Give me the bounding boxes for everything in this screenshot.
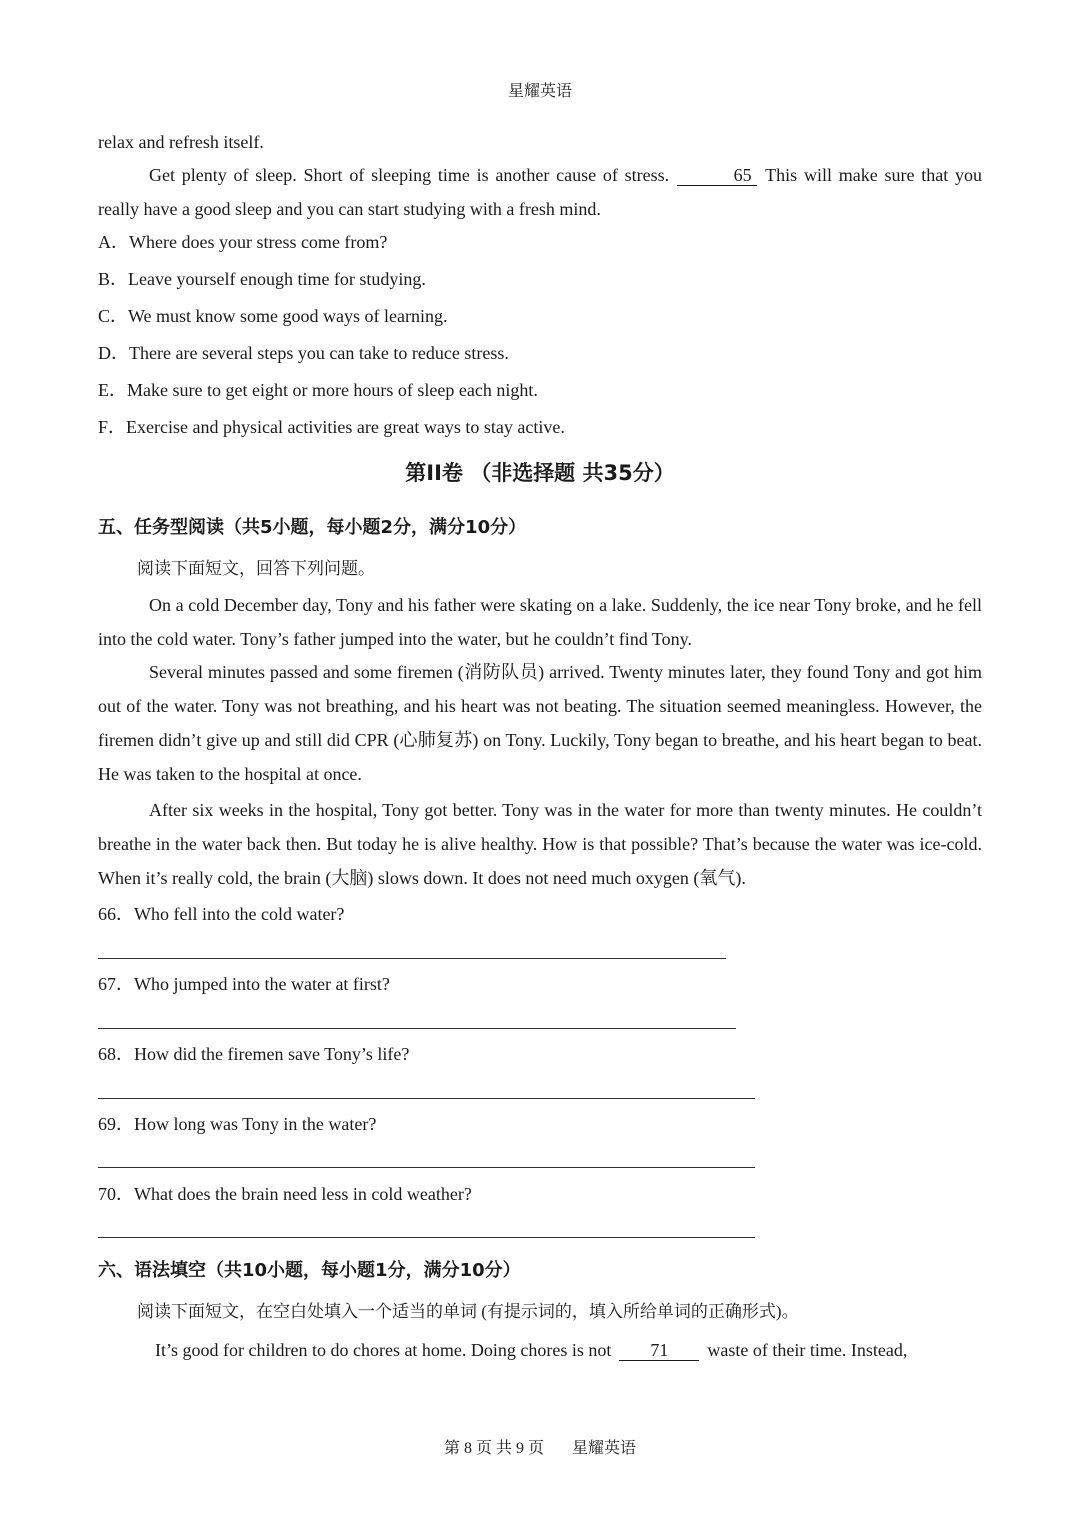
grammar-first-line: [155, 1338, 907, 1362]
section5-heading: 五、任务型阅读（共5小题，每小题2分，满分10分）: [98, 517, 527, 538]
sleep-text-before: Get plenty of sleep. Short of sleeping time is another cause of stress.: [149, 165, 670, 185]
story-paragraph-1: On a cold December day, Tony and his father were skating on a lake. Suddenly, the ice near Tony broke, and he fell into the cold water. Tony’s father jumped into the water, but he couldn’t find Tony.: [98, 595, 982, 649]
question-68: 68．How did the firemen save Tony’s life?: [98, 1044, 410, 1064]
option-b: B．Leave yourself enough time for studying.: [98, 269, 426, 289]
option-f: F．Exercise and physical activities are great ways to stay active.: [98, 417, 565, 437]
question-69: 69．How long was Tony in the water?: [98, 1114, 377, 1134]
question-66: 66．Who fell into the cold water?: [98, 904, 345, 924]
sleep-text-after: This will make sure that you really have a good sleep and you can start studying with a fresh mind.: [98, 165, 982, 219]
answer-line-70[interactable]: [98, 1237, 755, 1238]
grammar-text-before: It’s good for children to do chores at home. Doing chores is not: [155, 1340, 612, 1360]
page-footer: [0, 1435, 1080, 1458]
section6-heading: 六、语法填空（共10小题，每小题1分，满分10分）: [98, 1260, 521, 1281]
sleep-paragraph: [98, 158, 982, 226]
part2-title: 第II卷 （非选择题 共35分）: [405, 461, 675, 485]
section6-instruction: 阅读下面短文，在空白处填入一个适当的单词 (有提示词的，填入所给单词的正确形式)。: [137, 1302, 799, 1321]
question-70: 70．What does the brain need less in cold weather?: [98, 1184, 472, 1204]
option-e: E．Make sure to get eight or more hours of sleep each night.: [98, 380, 538, 400]
question-67: 67．Who jumped into the water at first?: [98, 974, 390, 994]
answer-line-67[interactable]: [98, 1028, 736, 1029]
answer-line-68[interactable]: [98, 1098, 755, 1099]
passage-tail: relax and refresh itself.: [98, 132, 264, 152]
footer-brand: 星耀英语: [572, 1440, 637, 1457]
blank-71[interactable]: 71: [619, 1340, 699, 1361]
option-c: C．We must know some good ways of learning.: [98, 306, 448, 326]
story-paragraph-2: Several minutes passed and some firemen (消防队员) arrived. Twenty minutes later, they found Tony and got him out of the water. Tony was not breathing, and his heart was not beating. The situation seemed meaningless. However, the firemen didn’t give up and still did CPR (心肺复苏) on Tony. Luckily, Tony began to breathe, and his heart began to beat. He was taken to the hospital at once.: [98, 662, 982, 784]
option-d: D．There are several steps you can take to reduce stress.: [98, 343, 509, 363]
blank-65[interactable]: 65: [677, 165, 757, 186]
grammar-text-after: waste of their time. Instead,: [707, 1340, 908, 1360]
page-number-label: 第 8 页 共 9 页: [443, 1440, 544, 1457]
answer-line-66[interactable]: [98, 958, 726, 959]
section5-instruction: 阅读下面短文，回答下列问题。: [137, 559, 375, 578]
answer-line-69[interactable]: [98, 1167, 755, 1168]
story-paragraph-3: After six weeks in the hospital, Tony got better. Tony was in the water for more than twenty minutes. He couldn’t breathe in the water back then. But today he is alive healthy. How is that possible? That’s because the water was ice-cold. When it’s really cold, the brain (大脑) slows down. It does not need much oxygen (氧气).: [98, 800, 982, 888]
page-header: 星耀英语: [507, 83, 572, 100]
option-a: A．Where does your stress come from?: [98, 232, 388, 252]
